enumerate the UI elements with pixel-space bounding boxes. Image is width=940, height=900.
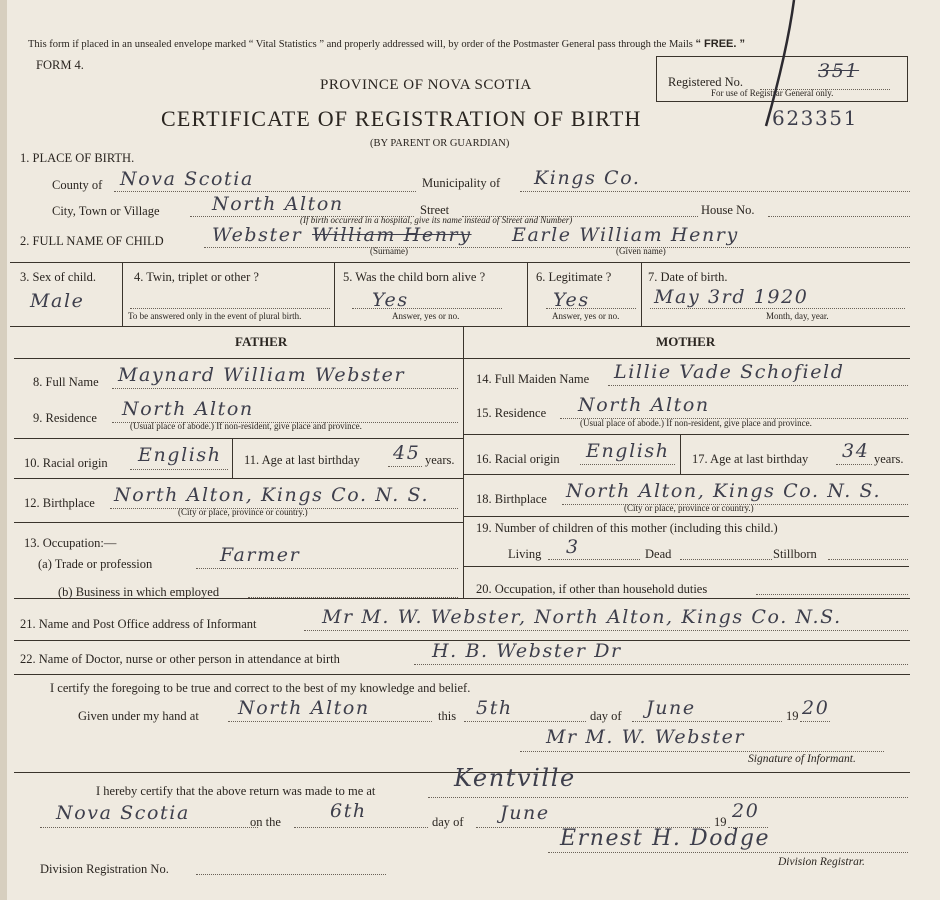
- stillborn-label: Stillborn: [773, 547, 817, 561]
- doctor-label: 22. Name of Doctor, nurse or other person in attendance at birth: [20, 652, 340, 666]
- father-age-label: 11. Age at last birthday: [244, 453, 360, 467]
- mother-birthplace: North Alton, Kings Co. N. S.: [566, 480, 882, 502]
- child-name-label: 2. FULL NAME OF CHILD: [20, 234, 164, 248]
- surname-caption: (Surname): [370, 246, 408, 256]
- dob-label: 7. Date of birth.: [648, 270, 728, 284]
- division-registrar-caption: Division Registrar.: [778, 856, 865, 868]
- place-of-birth-heading: 1. PLACE OF BIRTH.: [20, 151, 135, 165]
- pen-stroke: [760, 0, 800, 130]
- father-birthplace-label: 12. Birthplace: [24, 496, 95, 510]
- mother-racial-label: 16. Racial origin: [476, 452, 560, 466]
- dob-value: May 3rd 1920: [654, 286, 809, 308]
- municipality-value: Kings Co.: [534, 167, 641, 189]
- registrar-general-note: For use of Registrar General only.: [711, 88, 834, 98]
- parent-divider: [463, 326, 464, 598]
- this-label: this: [438, 709, 457, 723]
- father-age: 45: [393, 442, 421, 464]
- informant-value: Mr M. W. Webster, North Alton, Kings Co. N.S.: [322, 606, 842, 628]
- children-count-label: 19. Number of children of this mother (including this child.): [476, 521, 778, 535]
- street-label: Street: [420, 203, 450, 217]
- child-given-name: Earle William Henry: [512, 224, 739, 246]
- mother-name: Lillie Vade Schofield: [614, 361, 845, 383]
- father-racial: English: [138, 444, 222, 466]
- alive-value: Yes: [372, 289, 409, 311]
- mother-residence: North Alton: [578, 394, 710, 416]
- mother-residence-note: (Usual place of abode.) If non-resident, give place and province.: [580, 418, 812, 428]
- mother-residence-label: 15. Residence: [476, 406, 547, 420]
- county-label: County of: [52, 178, 103, 192]
- father-birthplace-note: (City or place, province or country.): [178, 507, 308, 517]
- twin-note: To be answered only in the event of plural birth.: [128, 311, 302, 321]
- certificate-title: CERTIFICATE OF REGISTRATION OF BIRTH: [161, 106, 642, 131]
- mother-occupation-label: 20. Occupation, if other than household duties: [476, 582, 708, 596]
- dob-note: Month, day, year.: [766, 311, 829, 321]
- certificate-subtitle: (BY PARENT OR GUARDIAN): [370, 138, 510, 149]
- mother-age: 34: [842, 440, 870, 462]
- dead-label: Dead: [645, 547, 672, 561]
- father-name-label: 8. Full Name: [33, 375, 99, 389]
- registrar-statement: I hereby certify that the above return was made to me at: [96, 784, 376, 798]
- mother-years: years.: [874, 452, 904, 466]
- on-the-label: on the: [250, 815, 281, 829]
- given-place: North Alton: [238, 697, 370, 719]
- given-label: Given under my hand at: [78, 709, 199, 723]
- legitimate-value: Yes: [553, 289, 590, 311]
- certificate-number: 623351: [772, 106, 858, 130]
- paper-edge: [0, 0, 7, 900]
- living-label: Living: [508, 547, 542, 561]
- mother-heading: MOTHER: [656, 334, 716, 349]
- mother-age-label: 17. Age at last birthday: [692, 452, 809, 466]
- county-value: Nova Scotia: [120, 168, 254, 190]
- given-name-caption: (Given name): [616, 246, 666, 256]
- mother-racial: English: [586, 440, 670, 462]
- child-struck-name: William Henry: [312, 224, 472, 246]
- given-day: 5th: [476, 697, 513, 719]
- child-surname: Webster: [212, 224, 303, 246]
- father-heading: FATHER: [235, 334, 288, 349]
- hospital-note: (If birth occurred in a hospital, give its name instead of Street and Number): [300, 215, 573, 225]
- twin-label: 4. Twin, triplet or other ?: [134, 270, 259, 284]
- informant-label: 21. Name and Post Office address of Informant: [20, 617, 257, 631]
- division-registration-label: Division Registration No.: [40, 862, 169, 876]
- father-racial-label: 10. Racial origin: [24, 456, 108, 470]
- municipality-label: Municipality of: [422, 176, 501, 190]
- informant-signature-caption: Signature of Informant.: [748, 753, 856, 765]
- father-birthplace: North Alton, Kings Co. N. S.: [114, 484, 430, 506]
- father-trade: Farmer: [220, 544, 301, 566]
- city-label: City, Town or Village: [52, 204, 160, 218]
- given-year-prefix: 19: [786, 709, 799, 723]
- given-month: June: [646, 697, 696, 719]
- day-of-label: day of: [590, 709, 622, 723]
- registrar-place: Kentville: [454, 764, 576, 792]
- registrar-year-prefix: 19: [714, 815, 727, 829]
- registrar-day-of-label: day of: [432, 815, 464, 829]
- mother-name-label: 14. Full Maiden Name: [476, 372, 590, 386]
- father-residence-label: 9. Residence: [33, 411, 97, 425]
- living-count: 3: [566, 536, 580, 558]
- legitimate-note: Answer, yes or no.: [552, 311, 620, 321]
- registered-number-value: 351: [818, 60, 860, 82]
- registrar-province: Nova Scotia: [56, 802, 190, 824]
- given-year: 20: [802, 697, 830, 719]
- father-name: Maynard William Webster: [118, 364, 406, 386]
- legitimate-label: 6. Legitimate ?: [536, 270, 612, 284]
- mother-birthplace-label: 18. Birthplace: [476, 492, 547, 506]
- registered-number-label: Registered No.: [668, 75, 743, 89]
- father-residence-note: (Usual place of abode.) If non-resident, give place and province.: [130, 421, 362, 431]
- divider: [10, 262, 910, 263]
- business-label: (b) Business in which employed: [58, 585, 220, 599]
- registrar-month: June: [500, 802, 550, 824]
- sex-value: Male: [30, 290, 85, 312]
- father-residence: North Alton: [122, 398, 254, 420]
- certify-statement: I certify the foregoing to be true and correct to the best of my knowledge and belief.: [50, 681, 471, 695]
- alive-note: Answer, yes or no.: [392, 311, 460, 321]
- postal-notice: This form if placed in an unsealed envelope marked “ Vital Statistics ” and properly addressed will, by order of the Postmaster General pass through the Mails “ FREE. ”: [28, 38, 746, 50]
- trade-label: (a) Trade or profession: [38, 557, 153, 571]
- doctor-value: H. B. Webster Dr: [432, 640, 622, 662]
- father-occupation-label: 13. Occupation:—: [24, 536, 117, 550]
- registrar-signature: Ernest H. Dodge: [560, 826, 771, 851]
- informant-signature: Mr M. W. Webster: [546, 726, 746, 748]
- alive-label: 5. Was the child born alive ?: [343, 270, 486, 284]
- province-heading: PROVINCE OF NOVA SCOTIA: [320, 77, 532, 93]
- house-number-label: House No.: [701, 203, 755, 217]
- sex-label: 3. Sex of child.: [20, 270, 97, 284]
- mother-birthplace-note: (City or place, province or country.): [624, 503, 754, 513]
- registrar-year: 20: [732, 800, 760, 822]
- form-number: FORM 4.: [36, 58, 84, 72]
- father-years: years.: [425, 453, 455, 467]
- registrar-day: 6th: [330, 800, 367, 822]
- city-value: North Alton: [212, 193, 344, 215]
